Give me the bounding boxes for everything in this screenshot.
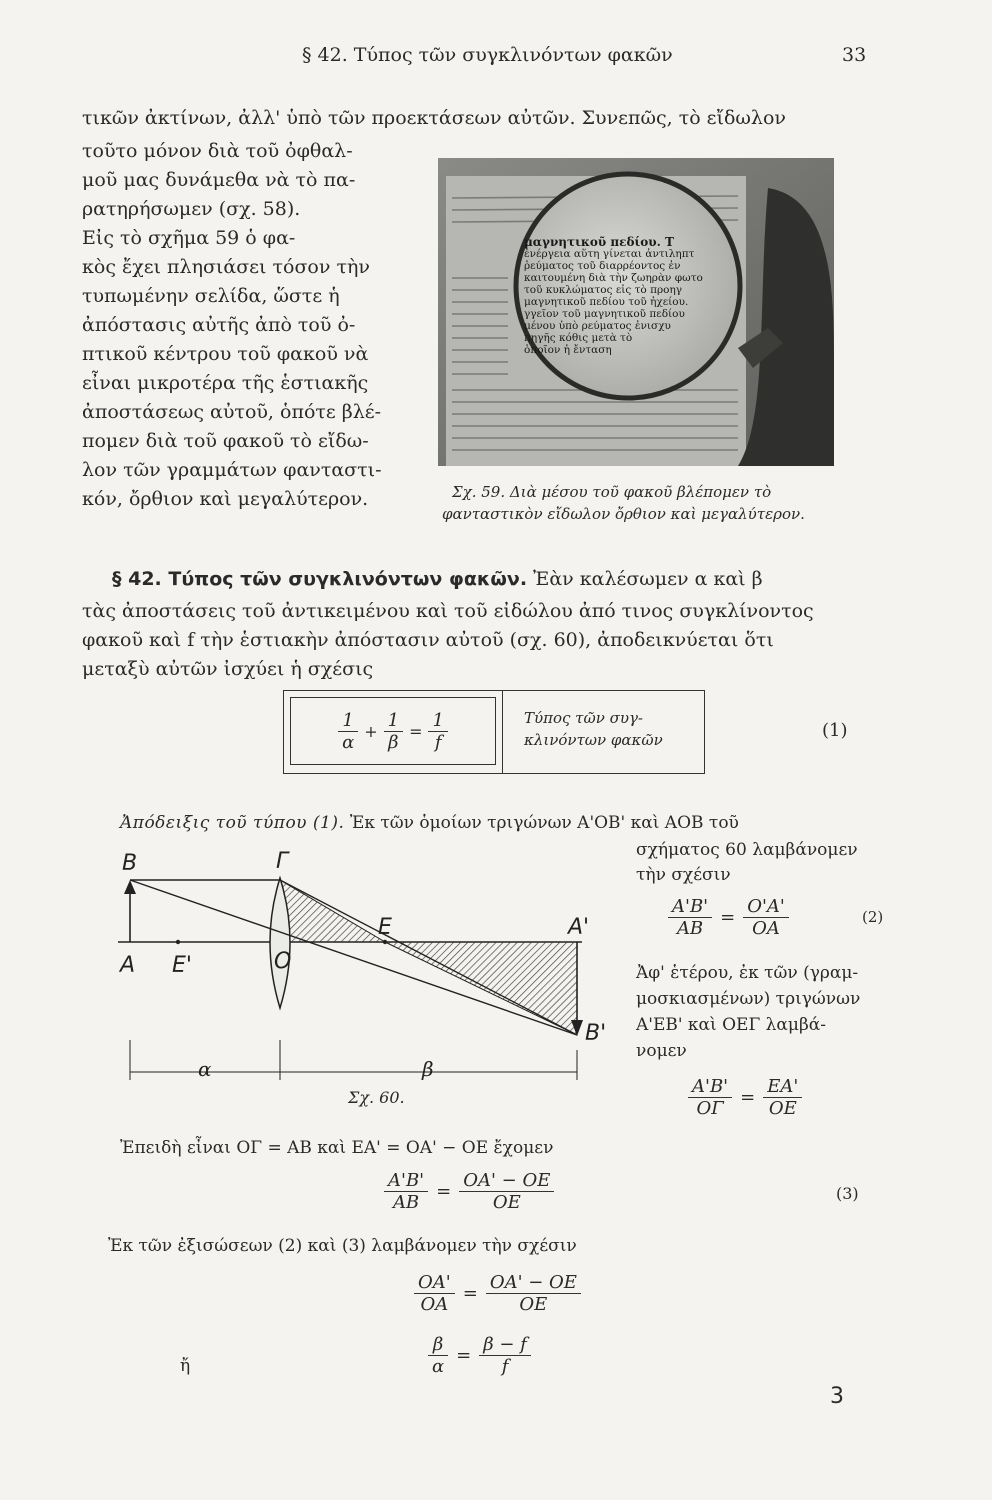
eq5-right: $\frac{\beta - f}{f}$ [479,1334,531,1377]
text-line: κὸς ἔχει πλησιάσει τόσον τὴν [82,256,370,278]
focal-point-e [383,940,387,944]
lens-line: ῥεύματος τοῦ διαρρέοντος ἐν [524,260,681,272]
text-line: σχήματος 60 λαμβάνομεν [636,840,858,860]
eqb-left: $\frac{A'B'}{O\Gamma}$ [688,1076,732,1119]
formula-label-line: Τύπος τῶν συγ- [524,709,643,727]
text-line: κόν, ὄρθιον καὶ μεγαλύτερον. [82,488,369,510]
label-beta: β [422,1057,434,1081]
text-line: τοῦτο μόνον διὰ τοῦ ὀφθαλ- [82,140,353,162]
para1-first-line: τικῶν ἀκτίνων, ἀλλ' ὑπὸ τῶν προεκτάσεων αὐτῶν. Συνεπῶς, τὸ εἴδωλον [82,107,786,129]
equals-sign: = [436,1181,452,1202]
label-B-prime: Β' [585,1021,607,1046]
lens-line: γγεῖον τοῦ μαγνητικοῦ πεδίου [524,308,685,320]
label-O: Ο [274,949,292,974]
lens-line: μαγνητικοῦ πεδίου τοῦ ἠχείου. [524,296,689,308]
eqb-right: $\frac{EA'}{OE}$ [763,1076,802,1119]
lens-line: ὁποῖον ἡ ἔνταση [524,344,612,356]
eq3-right: $\frac{OA' - OE}{OE}$ [459,1170,554,1213]
box-divider [502,691,503,773]
text-line: λον τῶν γραμμάτων φανταστι- [82,459,382,481]
para1-column [82,137,422,514]
hatched-triangle-ea-b [385,942,577,1035]
since-text: Ἐπειδὴ εἶναι ΟΓ = ΑΒ καὶ ΕΑ' = ΟΑ' − ΟΕ ἔχομεν [120,1138,554,1158]
equation-similar-triangles [688,1076,802,1119]
equation-number-3: (3) [836,1184,859,1203]
formula-label-line: κλινόντων φακῶν [524,731,663,749]
label-E-prime: Ε' [172,953,192,978]
text-line: Α'ΕΒ' καὶ ΟΕΓ λαμβά- [636,1015,827,1035]
lens-formula-box [283,690,705,774]
equals-sign: = [409,721,423,741]
label-A-prime: Α' [568,915,590,940]
label-alpha: α [198,1057,212,1081]
signature-mark: 3 [830,1384,844,1409]
section-body [82,597,902,684]
eq5-left: $\frac{\beta}{\alpha}$ [428,1334,448,1377]
formula-label [524,707,663,751]
text-line: τὴν σχέσιν [636,865,731,885]
text-line: φακοῦ καὶ f τὴν ἑστιακὴν ἀπόστασιν αὐτοῦ (σχ. 60), ἀποδεικνύεται ὅτι [82,629,774,651]
page-number: 33 [842,44,867,66]
eq3-left: $\frac{A'B'}{AB}$ [384,1170,428,1213]
text-line: πομεν διὰ τοῦ φακοῦ τὸ εἴδω- [82,430,369,452]
equals-sign: = [456,1345,472,1366]
proof-title: Ἀπόδειξις τοῦ τύπου (1). [120,813,345,833]
text-line: μεταξὺ αὐτῶν ἰσχύει ἡ σχέσις [82,658,374,680]
section-heading: § 42. Τύπος τῶν συγκλινόντων φακῶν. [112,568,528,590]
proof-line-rest: Ἐκ τῶν ὁμοίων τριγώνων Α'ΟΒ' καὶ ΑΟΒ τοῦ [349,813,739,833]
from-equations-text: Ἐκ τῶν ἐξισώσεων (2) καὶ (3) λαμβάνομεν τὴν σχέσιν [108,1236,577,1256]
eq2-right: $\frac{O'A'}{OA}$ [743,896,789,939]
figure-59-caption-line2: φανταστικὸν εἴδωλον ὄρθιον καὶ μεγαλύτερον. [442,505,805,523]
figure-60-diagram [100,850,620,1090]
lens-formula [290,697,496,765]
text-line: ἀπόστασις αὐτῆς ἀπὸ τοῦ ὀ- [82,314,356,336]
fraction-1-over-f: $\frac{1}{f}$ [428,710,447,753]
text-line: μοῦ μας δυνάμεθα νὰ τὸ πα- [82,169,356,191]
figure-60-caption: Σχ. 60. [348,1088,405,1107]
text-line: ἀποστάσεως αὐτοῦ, ὁπότε βλέ- [82,401,382,423]
label-E: Ε [378,915,392,940]
or-word: ἤ [180,1356,191,1376]
eq4-left: $\frac{OA'}{OA}$ [414,1272,455,1315]
lens-line: μένου ὑπὸ ρεύματος ἐνισχυ [524,320,671,332]
text-line: Εἰς τὸ σχῆμα 59 ὁ φα- [82,227,296,249]
equation-5 [428,1334,531,1377]
lens-line: μαγνητικοῦ πεδίου. Τ [524,235,674,249]
text-line: πτικοῦ κέντρου τοῦ φακοῦ νὰ [82,343,369,365]
equation-number-2: (2) [862,908,884,926]
lens-line: πηγῆς κόθις μετὰ τὸ [524,332,633,344]
proof-side-text1 [636,838,858,888]
plus-sign: + [364,721,378,741]
text-line: τυπωμένην σελίδα, ὥστε ἡ [82,285,340,307]
eq2-left: $\frac{A'B'}{AB}$ [668,896,712,939]
magnifier-photo [438,158,834,466]
proof-line [120,813,739,833]
lens-line: καιτουμένη διὰ τὴν ζωηρὰν φωτο [524,272,703,284]
equation-2 [668,896,789,939]
fraction-1-over-alpha: $\frac{1}{\alpha}$ [338,710,358,753]
text-line: μοσκιασμένων) τριγώνων [636,989,861,1009]
label-B: Β [122,851,138,876]
equals-sign: = [720,907,736,928]
running-header: § 42. Τύπος τῶν συγκλινόντων φακῶν [302,44,673,66]
proof-side-text2 [636,960,860,1064]
eq4-right: $\frac{OA' - OE}{OE}$ [486,1272,581,1315]
lens-magnified-text [524,236,734,356]
section-line1-rest: Ἐὰν καλέσωμεν α καὶ β [533,568,763,590]
text-line: ρατηρήσωμεν (σχ. 58). [82,198,301,220]
lens-line: ἐνέργεια αὕτη γίνεται ἀντιληπτ [524,248,695,260]
equals-sign: = [462,1283,478,1304]
lens-line: τοῦ κυκλώματος εἰς τὸ προηγ [524,284,683,296]
equation-4 [414,1272,581,1315]
equals-sign: = [740,1087,756,1108]
hatched-triangle-oeg [280,880,385,942]
equation-3 [384,1170,554,1213]
text-line: εἶναι μικροτέρα τῆς ἑστιακῆς [82,372,369,394]
figure-59-caption-line1: Σχ. 59. Διὰ μέσου τοῦ φακοῦ βλέπομεν τὸ [452,483,772,501]
text-line: νομεν [636,1041,687,1061]
label-A: Α [120,953,136,978]
label-G: Γ [276,850,289,874]
fraction-1-over-beta: $\frac{1}{\beta}$ [384,710,403,753]
focal-point-e-prime [176,940,180,944]
text-line: Ἀφ' ἑτέρου, ἐκ τῶν (γραμ- [636,963,859,983]
equation-number-1: (1) [822,720,848,741]
section-heading-line [112,565,902,594]
text-line: τὰς ἀποστάσεις τοῦ ἀντικειμένου καὶ τοῦ εἰδώλου ἀπό τινος συγκλίνοντος [82,600,814,622]
